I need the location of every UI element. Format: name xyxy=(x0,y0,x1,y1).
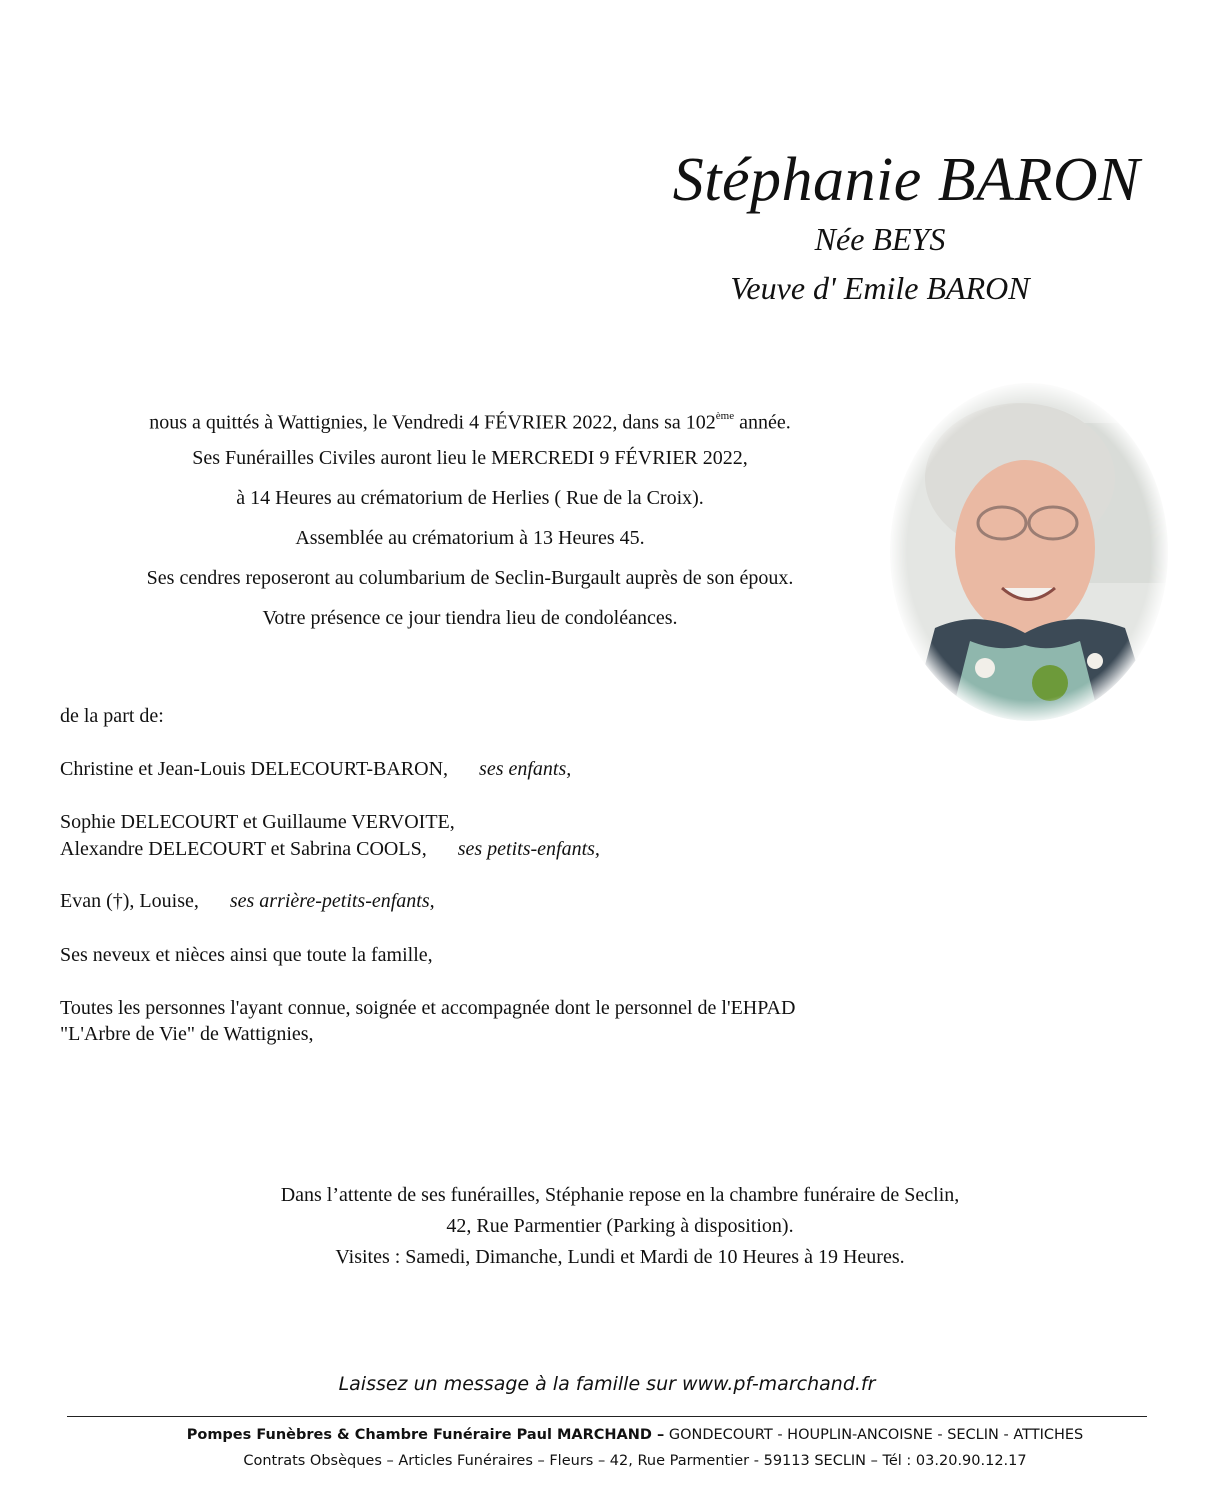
great-grandchildren-line xyxy=(60,888,435,914)
announcement-line-5: Ses cendres reposeront au columbarium de Seclin-Burgault auprès de son époux. xyxy=(146,567,794,589)
announcement xyxy=(50,398,890,638)
great-grandchildren-role: ses arrière-petits-enfants, xyxy=(229,890,435,912)
announcement-line-1: nous a quittés à Wattignies, le Vendredi 4 FÉVRIER 2022, dans sa 102ème année. xyxy=(149,410,791,434)
family-intro: de la part de: xyxy=(60,705,164,727)
grandchildren-role: ses petits-enfants, xyxy=(457,838,600,860)
staff-line-2: "L'Arbre de Vie" de Wattignies, xyxy=(60,1023,314,1045)
grandchildren-line-1: Sophie DELECOURT et Guillaume VERVOITE, xyxy=(60,811,455,833)
visitation-line-1: Dans l’attente de ses funérailles, Stéphanie repose en la chambre funéraire de Seclin, xyxy=(280,1184,960,1206)
widow-of: Veuve d' Emile BARON xyxy=(730,270,1030,306)
portrait-photo xyxy=(890,383,1168,721)
footer-services: Contrats Obsèques – Articles Funéraires – Fleurs – 42, Rue Parmentier - 59113 SECLIN – Tél : 03.20.90.12.17 xyxy=(243,1453,1027,1469)
children-names: Christine et Jean-Louis DELECOURT-BARON, xyxy=(60,758,449,780)
extended-family-line: Ses neveux et nièces ainsi que toute la famille, xyxy=(60,944,433,966)
deceased-name: Stéphanie BARON xyxy=(672,146,1140,214)
footer-company-name: Pompes Funèbres & Chambre Funéraire Paul MARCHAND – xyxy=(186,1427,665,1443)
children-line xyxy=(60,756,571,782)
grandchildren-names: Alexandre DELECOURT et Sabrina COOLS, xyxy=(60,838,427,860)
announcement-line-4: Assemblée au crématorium à 13 Heures 45. xyxy=(295,527,645,549)
staff-line-1: Toutes les personnes l'ayant connue, soignée et accompagnée dont le personnel de l'EHPAD xyxy=(60,997,796,1019)
birth-name: Née BEYS xyxy=(814,221,946,257)
announcement-line-2: Ses Funérailles Civiles auront lieu le MERCREDI 9 FÉVRIER 2022, xyxy=(192,447,748,469)
great-grandchildren-names: Evan (†), Louise, xyxy=(60,890,199,912)
footer-divider xyxy=(67,1416,1147,1417)
visitation-line-2: 42, Rue Parmentier (Parking à disposition). xyxy=(446,1215,794,1237)
visitation-info xyxy=(100,1180,1140,1273)
footer-locations: GONDECOURT - HOUPLIN-ANCOISNE - SECLIN - ATTICHES xyxy=(664,1427,1084,1443)
announcement-line-6: Votre présence ce jour tiendra lieu de condoléances. xyxy=(262,607,678,629)
footer-company xyxy=(0,1424,1214,1446)
grandchildren-line-2 xyxy=(60,836,600,862)
visitation-line-3: Visites : Samedi, Dimanche, Lundi et Mardi de 10 Heures à 19 Heures. xyxy=(335,1246,905,1268)
announcement-line-3: à 14 Heures au crématorium de Herlies ( Rue de la Croix). xyxy=(236,487,704,509)
family-message-link: Laissez un message à la famille sur www.pf-marchand.fr xyxy=(338,1373,876,1395)
children-role: ses enfants, xyxy=(479,758,572,780)
